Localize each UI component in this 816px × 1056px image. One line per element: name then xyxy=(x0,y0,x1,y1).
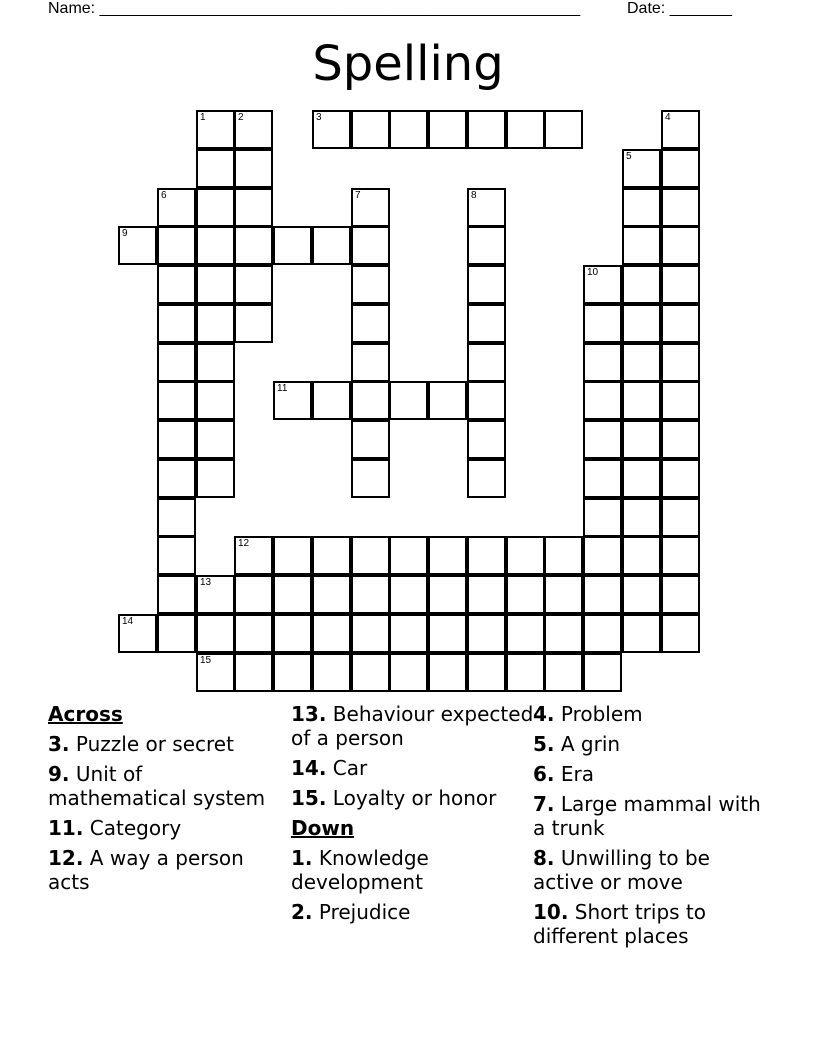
grid-cell[interactable] xyxy=(583,381,622,420)
clue-across-11 xyxy=(48,816,284,840)
grid-cell[interactable] xyxy=(196,381,235,420)
grid-cell[interactable] xyxy=(351,110,390,149)
grid-cell[interactable] xyxy=(622,536,661,575)
grid-cell[interactable] xyxy=(157,459,196,498)
grid-cell[interactable] xyxy=(661,265,700,304)
grid-cell[interactable] xyxy=(273,575,312,614)
grid-cell[interactable] xyxy=(622,614,661,653)
cell-number: 13 xyxy=(200,577,212,588)
clue-text: Puzzle or secret xyxy=(75,732,234,756)
grid-cell[interactable] xyxy=(622,459,661,498)
grid-cell[interactable] xyxy=(351,226,390,265)
grid-cell[interactable] xyxy=(196,653,235,692)
grid-cell[interactable] xyxy=(467,226,506,265)
grid-cell[interactable] xyxy=(351,381,390,420)
grid-cell[interactable] xyxy=(157,226,196,265)
grid-cell[interactable] xyxy=(583,420,622,459)
clue-number: 2. xyxy=(291,900,313,924)
grid-cell[interactable] xyxy=(234,304,273,343)
cell-number: 5 xyxy=(626,151,632,162)
grid-cell[interactable] xyxy=(467,575,506,614)
grid-cell[interactable] xyxy=(506,653,545,692)
grid-cell[interactable] xyxy=(661,420,700,459)
grid-cell[interactable] xyxy=(234,265,273,304)
clue-text: Prejudice xyxy=(318,900,411,924)
grid-cell[interactable] xyxy=(467,343,506,382)
grid-cell[interactable] xyxy=(428,536,467,575)
clue-text: Problem xyxy=(560,702,643,726)
grid-cell[interactable] xyxy=(661,343,700,382)
grid-cell[interactable] xyxy=(622,381,661,420)
clue-number: 13. xyxy=(291,702,327,726)
grid-cell[interactable] xyxy=(351,653,390,692)
grid-cell[interactable] xyxy=(312,614,351,653)
grid-cell[interactable] xyxy=(506,536,545,575)
grid-cell[interactable] xyxy=(157,575,196,614)
grid-cell[interactable] xyxy=(661,110,700,149)
grid-cell[interactable] xyxy=(583,265,622,304)
grid-cell[interactable] xyxy=(428,110,467,149)
grid-cell[interactable] xyxy=(157,420,196,459)
clue-down-6 xyxy=(533,762,769,786)
grid-cell[interactable] xyxy=(196,226,235,265)
grid-cell[interactable] xyxy=(467,265,506,304)
grid-cell[interactable] xyxy=(351,420,390,459)
grid-cell[interactable] xyxy=(506,614,545,653)
grid-cell[interactable] xyxy=(467,420,506,459)
grid-cell[interactable] xyxy=(196,149,235,188)
grid-cell[interactable] xyxy=(351,188,390,227)
cell-number: 1 xyxy=(200,112,206,123)
grid-cell[interactable] xyxy=(351,343,390,382)
clue-text: Loyalty or honor xyxy=(332,786,497,810)
grid-cell[interactable] xyxy=(544,653,583,692)
cell-number: 2 xyxy=(238,112,244,123)
clue-number: 5. xyxy=(533,732,555,756)
clue-across-12 xyxy=(48,846,284,894)
clue-across-9 xyxy=(48,762,284,810)
clue-text: A way a person acts xyxy=(48,846,244,894)
cell-number: 8 xyxy=(471,190,477,201)
clue-text: Category xyxy=(89,816,182,840)
grid-cell[interactable] xyxy=(622,420,661,459)
date-field[interactable]: Date: _______ xyxy=(627,0,732,17)
grid-cell[interactable] xyxy=(312,110,351,149)
grid-cell[interactable] xyxy=(661,614,700,653)
grid-cell[interactable] xyxy=(273,226,312,265)
grid-cell[interactable] xyxy=(157,614,196,653)
grid-cell[interactable] xyxy=(583,575,622,614)
grid-cell[interactable] xyxy=(234,188,273,227)
clue-down-10 xyxy=(533,900,769,948)
clue-down-7 xyxy=(533,792,769,840)
grid-cell[interactable] xyxy=(622,265,661,304)
grid-cell[interactable] xyxy=(118,614,157,653)
grid-cell[interactable] xyxy=(351,459,390,498)
grid-cell[interactable] xyxy=(196,188,235,227)
clue-text: Large mammal with a trunk xyxy=(533,792,761,840)
grid-cell[interactable] xyxy=(506,575,545,614)
grid-cell[interactable] xyxy=(389,614,428,653)
clue-number: 7. xyxy=(533,792,555,816)
grid-cell[interactable] xyxy=(157,498,196,537)
clue-number: 4. xyxy=(533,702,555,726)
grid-cell[interactable] xyxy=(467,614,506,653)
grid-cell[interactable] xyxy=(389,110,428,149)
cell-number: 7 xyxy=(355,190,361,201)
grid-cell[interactable] xyxy=(467,381,506,420)
grid-cell[interactable] xyxy=(389,575,428,614)
clue-number: 11. xyxy=(48,816,84,840)
grid-cell[interactable] xyxy=(622,149,661,188)
grid-cell[interactable] xyxy=(196,459,235,498)
grid-cell[interactable] xyxy=(273,381,312,420)
grid-cell[interactable] xyxy=(196,614,235,653)
grid-cell[interactable] xyxy=(196,343,235,382)
grid-cell[interactable] xyxy=(351,614,390,653)
grid-cell[interactable] xyxy=(467,536,506,575)
grid-cell[interactable] xyxy=(157,304,196,343)
grid-cell[interactable] xyxy=(157,188,196,227)
grid-cell[interactable] xyxy=(312,381,351,420)
clue-column-2 xyxy=(291,702,536,930)
grid-cell[interactable] xyxy=(661,304,700,343)
grid-cell[interactable] xyxy=(544,536,583,575)
grid-cell[interactable] xyxy=(622,304,661,343)
across-heading: Across xyxy=(48,702,123,726)
grid-cell[interactable] xyxy=(583,653,622,692)
clue-text: Short trips to different places xyxy=(533,900,706,948)
clue-number: 3. xyxy=(48,732,70,756)
cell-number: 10 xyxy=(587,267,599,278)
grid-cell[interactable] xyxy=(234,653,273,692)
grid-cell[interactable] xyxy=(234,226,273,265)
clue-number: 15. xyxy=(291,786,327,810)
grid-cell[interactable] xyxy=(583,498,622,537)
clue-down-2 xyxy=(291,900,536,924)
grid-cell[interactable] xyxy=(467,188,506,227)
cell-number: 15 xyxy=(200,655,212,666)
grid-cell[interactable] xyxy=(351,575,390,614)
grid-cell[interactable] xyxy=(118,226,157,265)
grid-cell[interactable] xyxy=(428,575,467,614)
grid-cell[interactable] xyxy=(661,381,700,420)
clue-text: Knowledge development xyxy=(291,846,429,894)
grid-cell[interactable] xyxy=(196,575,235,614)
grid-cell[interactable] xyxy=(467,459,506,498)
grid-cell[interactable] xyxy=(622,575,661,614)
grid-cell[interactable] xyxy=(428,381,467,420)
grid-cell[interactable] xyxy=(312,226,351,265)
grid-cell[interactable] xyxy=(544,110,583,149)
clue-number: 8. xyxy=(533,846,555,870)
clue-number: 10. xyxy=(533,900,569,924)
grid-cell[interactable] xyxy=(544,614,583,653)
clue-across-3 xyxy=(48,732,284,756)
clue-text: Behaviour expected of a person xyxy=(291,702,534,750)
clue-down-5 xyxy=(533,732,769,756)
grid-cell[interactable] xyxy=(661,575,700,614)
clue-number: 6. xyxy=(533,762,555,786)
clue-text: Car xyxy=(332,756,368,780)
grid-cell[interactable] xyxy=(234,149,273,188)
grid-cell[interactable] xyxy=(661,149,700,188)
clue-text: A grin xyxy=(560,732,621,756)
clue-number: 9. xyxy=(48,762,70,786)
grid-cell[interactable] xyxy=(428,614,467,653)
grid-cell[interactable] xyxy=(273,653,312,692)
clue-text: Era xyxy=(560,762,594,786)
clue-text: Unit of mathematical system xyxy=(48,762,266,810)
cell-number: 12 xyxy=(238,538,250,549)
grid-cell[interactable] xyxy=(467,653,506,692)
grid-cell[interactable] xyxy=(389,536,428,575)
grid-cell[interactable] xyxy=(273,614,312,653)
grid-cell[interactable] xyxy=(157,265,196,304)
grid-cell[interactable] xyxy=(661,188,700,227)
grid-cell[interactable] xyxy=(312,536,351,575)
grid-cell[interactable] xyxy=(351,304,390,343)
grid-cell[interactable] xyxy=(622,188,661,227)
grid-cell[interactable] xyxy=(157,381,196,420)
grid-cell[interactable] xyxy=(234,110,273,149)
grid-cell[interactable] xyxy=(234,536,273,575)
grid-cell[interactable] xyxy=(661,226,700,265)
grid-cell[interactable] xyxy=(544,575,583,614)
cell-number: 6 xyxy=(161,190,167,201)
clue-column-1 xyxy=(48,702,284,900)
down-heading: Down xyxy=(291,816,355,840)
grid-cell[interactable] xyxy=(583,459,622,498)
clue-text: Unwilling to be active or move xyxy=(533,846,710,894)
grid-cell[interactable] xyxy=(661,459,700,498)
grid-cell[interactable] xyxy=(312,575,351,614)
grid-cell[interactable] xyxy=(583,304,622,343)
grid-cell[interactable] xyxy=(196,265,235,304)
cell-number: 3 xyxy=(316,112,322,123)
clue-down-4 xyxy=(533,702,769,726)
clue-down-1 xyxy=(291,846,536,894)
grid-cell[interactable] xyxy=(312,653,351,692)
grid-cell[interactable] xyxy=(661,498,700,537)
grid-cell[interactable] xyxy=(389,653,428,692)
clue-column-3 xyxy=(533,702,769,954)
grid-cell[interactable] xyxy=(196,420,235,459)
grid-cell[interactable] xyxy=(428,653,467,692)
cell-number: 14 xyxy=(122,616,134,627)
grid-cell[interactable] xyxy=(506,110,545,149)
grid-cell[interactable] xyxy=(622,343,661,382)
clue-across-14 xyxy=(291,756,536,780)
clue-across-15 xyxy=(291,786,536,810)
name-field[interactable]: Name: ______________________________________________________ xyxy=(48,0,581,17)
grid-cell[interactable] xyxy=(234,614,273,653)
page-title: Spelling xyxy=(312,36,504,92)
grid-cell[interactable] xyxy=(157,536,196,575)
clue-down-8 xyxy=(533,846,769,894)
grid-cell[interactable] xyxy=(351,536,390,575)
grid-cell[interactable] xyxy=(622,498,661,537)
clue-list xyxy=(48,702,768,1002)
cell-number: 11 xyxy=(277,383,288,394)
cell-number: 9 xyxy=(122,228,128,239)
grid-cell[interactable] xyxy=(157,343,196,382)
grid-cell[interactable] xyxy=(622,226,661,265)
grid-cell[interactable] xyxy=(351,265,390,304)
grid-cell[interactable] xyxy=(661,536,700,575)
grid-cell[interactable] xyxy=(467,304,506,343)
cell-number: 4 xyxy=(665,112,671,123)
clue-number: 1. xyxy=(291,846,313,870)
grid-cell[interactable] xyxy=(583,614,622,653)
grid-cell[interactable] xyxy=(196,110,235,149)
grid-cell[interactable] xyxy=(583,343,622,382)
grid-cell[interactable] xyxy=(234,575,273,614)
grid-cell[interactable] xyxy=(196,304,235,343)
clue-number: 12. xyxy=(48,846,84,870)
clue-number: 14. xyxy=(291,756,327,780)
grid-cell[interactable] xyxy=(583,536,622,575)
clue-across-13 xyxy=(291,702,536,750)
grid-cell[interactable] xyxy=(273,536,312,575)
grid-cell[interactable] xyxy=(467,110,506,149)
grid-cell[interactable] xyxy=(389,381,428,420)
